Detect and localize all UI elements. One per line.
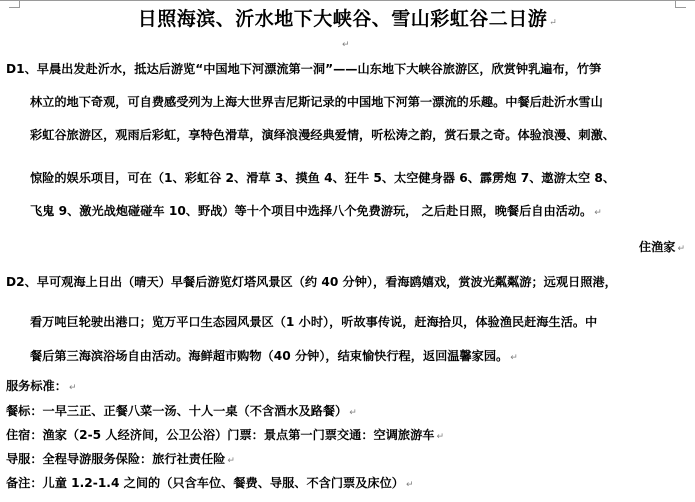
- day2-text: 看万吨巨轮驶出港口；览万平口生态园风景区（1 小时），听故事传说，赶海拾贝，体验渔民赶海生活。中: [30, 315, 598, 329]
- day1-line: [30, 169, 615, 186]
- day2-line: [30, 347, 518, 364]
- service-text: 备注：儿童 1.2-1.4 之间的（只含车位、餐费、导服、不含门票及床位）: [6, 476, 404, 490]
- paragraph-mark: ↵: [510, 353, 518, 363]
- service-text: 导服：全程导游服务保险：旅行社责任险: [6, 452, 226, 466]
- document-title: [0, 4, 695, 31]
- paragraph-mark: ↵: [342, 40, 350, 50]
- day1-line: [30, 126, 615, 143]
- document-title-text: 日照海滨、沂水地下大峡谷、雪山彩虹谷二日游: [137, 8, 548, 30]
- paragraph-mark: ↵: [349, 408, 357, 418]
- paragraph-mark: ↵: [677, 244, 685, 254]
- day2-text: D2、早可观海上日出（晴天）早餐后游览灯塔风景区（约 40 分钟），看海鸥嬉戏，赏波光粼粼游；远观日照港，: [6, 275, 617, 289]
- day2-line: [30, 313, 597, 330]
- day1-text: 惊险的娱乐项目，可在（1、彩虹谷 2、滑草 3、摸鱼 4、狂牛 5、太空健身器 6、霹雳炮 7、遨游太空 8、: [30, 171, 616, 185]
- lodging-text: 住渔家: [638, 240, 676, 254]
- paragraph-mark: ↵: [405, 480, 414, 490]
- service-heading-text: 服务标准：: [6, 379, 67, 393]
- day1-text: 彩虹谷旅游区，观雨后彩虹，享特色滑草，演绎浪漫经典爱情，听松涛之韵，赏石景之奇。体验浪漫、刺激、: [30, 128, 615, 142]
- service-text: 餐标：一早三正、正餐八菜一汤、十人一桌（不含酒水及路餐）: [6, 404, 348, 418]
- service-line: [6, 450, 235, 467]
- paragraph-mark: ↵: [68, 383, 77, 393]
- paragraph-mark: ↵: [227, 456, 235, 466]
- day1-lodging: [639, 238, 685, 255]
- service-line: [6, 474, 414, 491]
- day1-text: D1、早晨出发赴沂水，抵达后游览“中国地下河漂流第一洞”——山东地下大峡谷旅游区，欣赏钟乳遍布，竹笋: [6, 62, 602, 76]
- day1-text: 飞鬼 9、激光战炮碰碰车 10、野战）等十个项目中选择八个免费游玩， 之后赴日照，晚餐后自由活动。: [30, 204, 593, 218]
- service-line: [6, 402, 357, 419]
- paragraph-mark: ↵: [436, 432, 444, 442]
- paragraph-mark: ↵: [594, 208, 602, 218]
- day1-line: [6, 60, 601, 77]
- service-line: [6, 426, 444, 443]
- day1-line: [30, 93, 603, 110]
- day2-line: [6, 273, 617, 290]
- day2-text: 餐后第三海滨浴场自由活动。海鲜超市购物（40 分钟），结束愉快行程，返回温馨家园。: [30, 349, 509, 363]
- empty-paragraph: [340, 32, 350, 51]
- service-heading: [6, 377, 76, 394]
- paragraph-mark: ↵: [549, 18, 558, 28]
- day1-text: 林立的地下奇观，可自费感受列为上海大世界吉尼斯记录的中国地下河第一漂流的乐趣。中餐后赴沂水雪山: [30, 95, 603, 109]
- service-text: 住宿：渔家（2-5 人经济间，公卫公浴）门票：景点第一门票交通：空调旅游车: [6, 428, 435, 442]
- day1-line: [30, 202, 602, 219]
